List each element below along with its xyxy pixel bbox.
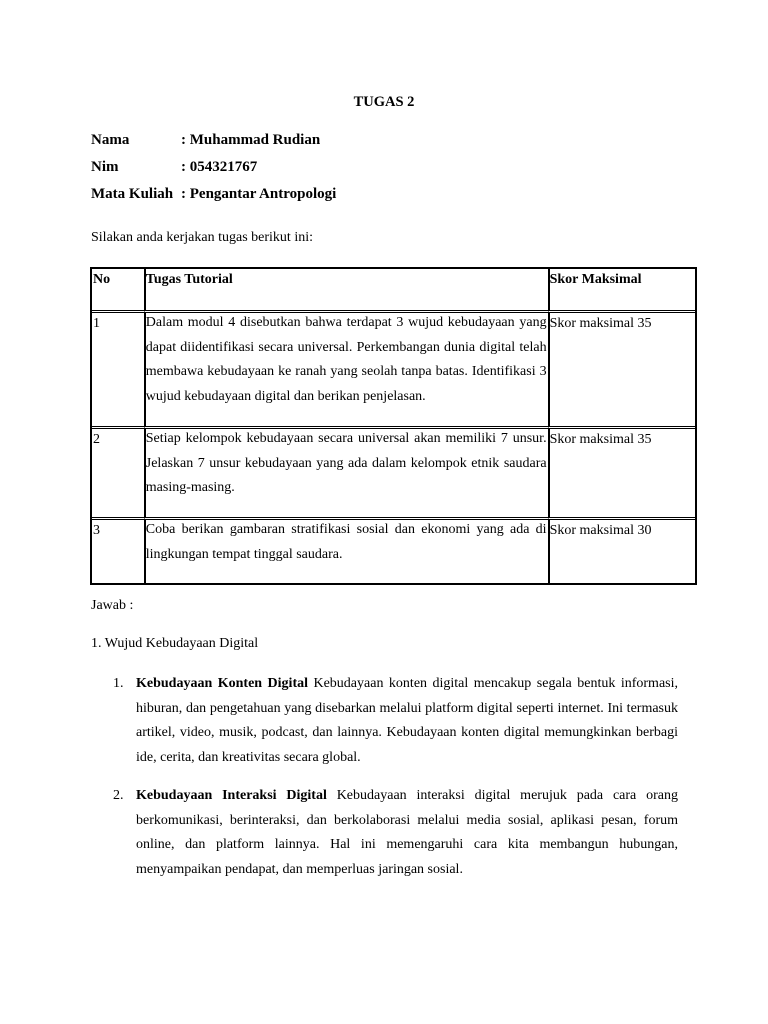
row-score: Skor maksimal 35: [548, 310, 695, 426]
answer-list: [90, 672, 678, 896]
answer-heading: Jawab :: [91, 598, 134, 613]
list-item: [90, 784, 678, 882]
name-row: [91, 132, 320, 149]
task-table: [90, 267, 697, 585]
intro-text: Silakan anda kerjakan tugas berikut ini:: [91, 230, 313, 245]
row-score: Skor maksimal 35: [548, 426, 695, 517]
name-value: : Muhammad Rudian: [181, 132, 321, 148]
row-task: Dalam modul 4 disebutkan bahwa terdapat 3 wujud kebudayaan yang dapat diidentifikasi secara universal. Perkembangan dunia digital telah membawa kebudayaan ke ranah yang seolah tanpa batas. Identifikasi 3 wujud kebudayaan digital dan berikan penjelasan.: [144, 310, 548, 426]
nim-label: Nim: [91, 159, 119, 175]
row-task: Coba berikan gambaran stratifikasi sosial dan ekonomi yang ada di lingkungan tempat tinggal saudara.: [144, 517, 548, 583]
row-no: 2: [92, 426, 144, 517]
list-number: 2.: [113, 788, 124, 803]
course-row: [91, 186, 336, 203]
table-row: [92, 517, 695, 583]
header-score: Skor Maksimal: [548, 269, 695, 310]
list-number: 1.: [113, 676, 124, 691]
list-item-text: Kebudayaan interaksi digital merujuk pada cara orang berkomunikasi, berinteraksi, dan berkolaborasi melalui media sosial, aplikasi pesan, forum online, dan platform lainnya. Hal ini memengaruhi cara kita membangun hubungan, menyampaikan pendapat, dan memperluas jaringan sosial.: [136, 788, 678, 877]
table-row: [92, 426, 695, 517]
list-item-body: [136, 784, 678, 882]
row-score: Skor maksimal 30: [548, 517, 695, 583]
list-item-term: Kebudayaan Interaksi Digital: [136, 788, 327, 803]
nim-row: [91, 159, 257, 176]
header-no: No: [93, 272, 111, 287]
course-value: : Pengantar Antropologi: [181, 186, 337, 202]
row-no: 3: [92, 517, 144, 583]
nim-value: : 054321767: [181, 159, 258, 175]
table-header-row: [92, 269, 695, 310]
list-item-body: [136, 672, 678, 770]
list-item: [90, 672, 678, 770]
course-label: Mata Kuliah: [91, 186, 174, 202]
list-item-term: Kebudayaan Konten Digital: [136, 676, 308, 691]
row-task: Setiap kelompok kebudayaan secara universal akan memiliki 7 unsur. Jelaskan 7 unsur kebudayaan yang ada dalam kelompok etnik saudara masing-masing.: [144, 426, 548, 517]
row-no: 1: [92, 310, 144, 426]
table-row: [92, 310, 695, 426]
header-task: Tugas Tutorial: [144, 269, 548, 310]
section-title: 1. Wujud Kebudayaan Digital: [91, 636, 259, 651]
list-item-text: Kebudayaan konten digital mencakup segala bentuk informasi, hiburan, dan pengetahuan yang disebarkan melalui platform digital seperti internet. Ini termasuk artikel, video, musik, podcast, dan lainnya. Kebudayaan konten digital memungkinkan berbagi ide, cerita, dan kreativitas secara global.: [136, 676, 678, 765]
name-label: Nama: [91, 132, 130, 148]
page-title: TUGAS 2: [353, 94, 415, 110]
